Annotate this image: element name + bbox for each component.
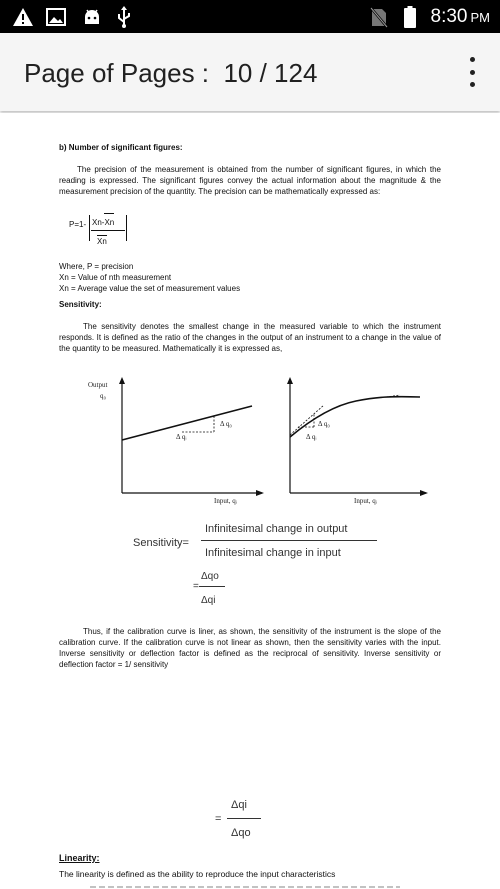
section-heading-linearity: Linearity: bbox=[59, 853, 100, 863]
definitions bbox=[59, 261, 240, 294]
calibration-graphs bbox=[86, 375, 428, 505]
graph-1-x-label: Input, qᵢ bbox=[214, 497, 237, 505]
inverse-sensitivity-ratio: = Δqi Δqo bbox=[215, 799, 275, 845]
section-heading-sensitivity: Sensitivity: bbox=[59, 300, 102, 309]
overflow-menu-icon[interactable] bbox=[460, 57, 484, 87]
definition-line: Xn = Value of nth measurement bbox=[59, 273, 172, 282]
image-icon bbox=[46, 0, 66, 33]
usb-icon bbox=[116, 0, 132, 33]
graph-1-y-symbol: q₀ bbox=[100, 392, 106, 400]
app-bar bbox=[0, 33, 500, 111]
clock: 8:30 PM bbox=[430, 6, 490, 27]
no-sim-icon bbox=[370, 0, 388, 33]
battery-icon bbox=[404, 0, 416, 33]
next-line-fragment bbox=[90, 884, 400, 889]
graph-2-delta-in: Δ qᵢ bbox=[306, 433, 317, 441]
page-title: Page of Pages : 10 / 124 bbox=[24, 58, 318, 88]
paragraph-inverse-sensitivity: Thus, if the calibration curve is liner, as shown, the sensitivity of the instrument is the slope of the calibration curve. If the calibration curve is not linear as shown, then the sensitivity varies with the input. Inverse sensitivity or deflection factor is defined as the reciprocal of sensitivity. Inverse sensitivity or deflection factor = 1/ sensitivity bbox=[59, 627, 441, 669]
sensitivity-ratio: = Δqo Δqi bbox=[193, 571, 253, 611]
section-heading-significant-figures: b) Number of significant figures: bbox=[59, 143, 183, 152]
graph-2-x-label: Input, qᵢ bbox=[354, 497, 377, 505]
graph-1-y-label: Output bbox=[88, 381, 108, 389]
document-page[interactable] bbox=[0, 113, 500, 889]
graph-1-delta-in: Δ qᵢ bbox=[176, 433, 187, 441]
sensitivity-equation: Sensitivity= Infinitesimal change in output Infinitesimal change in input bbox=[133, 521, 383, 611]
precision-formula: P=1- Xn-Xn Xn bbox=[69, 211, 149, 251]
graph-2-delta-out: Δ q₀ bbox=[318, 420, 330, 428]
paragraph-linearity: The linearity is defined as the ability to reproduce the input characteristics bbox=[59, 869, 336, 879]
android-icon bbox=[82, 0, 102, 33]
status-bar bbox=[0, 0, 500, 33]
paragraph-sensitivity: The sensitivity denotes the smallest change in the measured variable to which the instrument responds. It is defined as the ratio of the changes in the output of an instrument to a change in the value of the quantity to be measured. Mathematically it is expressed as, bbox=[59, 322, 441, 353]
warning-icon bbox=[12, 0, 34, 33]
paragraph-precision: The precision of the measurement is obtained from the number of significant figures, in which the reading is expressed. The significant figures convey the actual information about the magnitude & the measurement precision of the quantity. The precision can be mathematically expressed as: bbox=[59, 165, 441, 196]
definition-line: Xn = Average value the set of measurement values bbox=[59, 284, 241, 293]
definition-line: Where, P = precision bbox=[59, 262, 134, 271]
calibration-graphs-svg bbox=[86, 375, 428, 505]
graph-1-delta-out: Δ q₀ bbox=[220, 420, 232, 428]
